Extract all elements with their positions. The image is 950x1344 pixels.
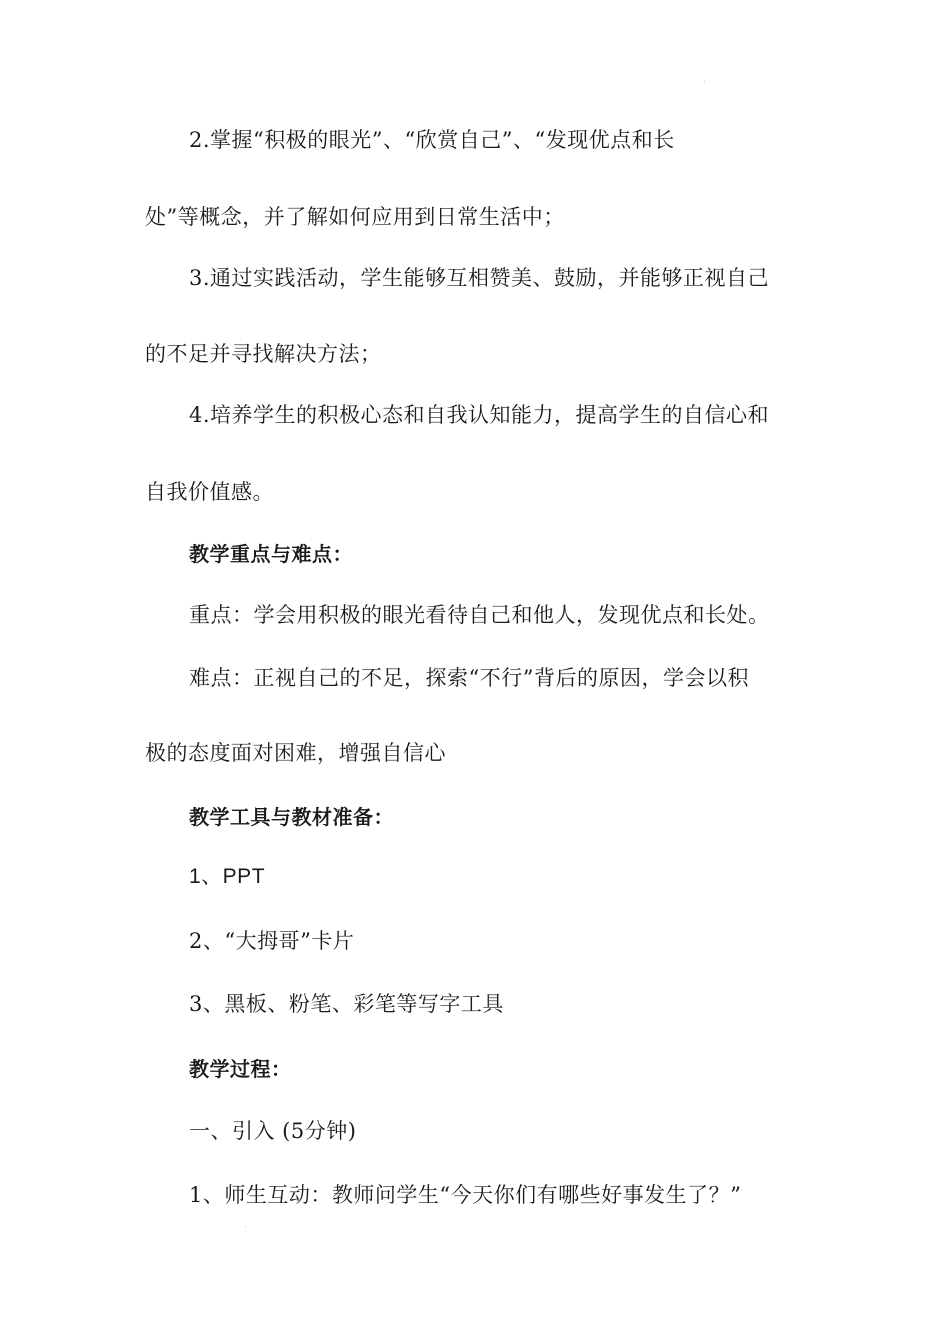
materials-item-1: 1、PPT bbox=[189, 865, 266, 888]
materials-item-3: 3、黑板、粉笔、彩笔等写字工具 bbox=[189, 992, 504, 1016]
key-points-heading: 教学重点与难点： bbox=[189, 542, 353, 566]
process-section-1: 一、引入 (5分钟) bbox=[189, 1119, 357, 1143]
key-point-focus: 重点：学会用积极的眼光看待自己和他人，发现优点和长处。 bbox=[189, 603, 770, 627]
materials-heading: 教学工具与教材准备： bbox=[189, 805, 394, 829]
page-speck bbox=[245, 1226, 246, 1227]
objective-4-line-2: 自我价值感。 bbox=[145, 480, 274, 504]
objective-2-line-2: 处”等概念，并了解如何应用到日常生活中； bbox=[145, 205, 565, 229]
process-heading: 教学过程： bbox=[189, 1057, 292, 1081]
key-point-difficulty-line-1: 难点：正视自己的不足，探索“不行”背后的原因，学会以积 bbox=[189, 666, 749, 690]
objective-4-line-1: 4.培养学生的积极心态和自我认知能力，提高学生的自信心和 bbox=[189, 403, 770, 427]
objective-3-line-1: 3.通过实践活动，学生能够互相赞美、鼓励，并能够正视自己 bbox=[189, 266, 770, 290]
objective-2-line-1: 2.掌握“积极的眼光”、“欣赏自己”、“发现优点和长 bbox=[189, 128, 675, 152]
process-step-1: 1、师生互动：教师问学生“今天你们有哪些好事发生了？” bbox=[189, 1183, 742, 1207]
key-point-difficulty-line-2: 极的态度面对困难，增强自信心 bbox=[145, 741, 446, 765]
objective-3-line-2: 的不足并寻找解决方法； bbox=[145, 342, 382, 366]
materials-item-2: 2、“大拇哥”卡片 bbox=[189, 929, 355, 953]
page-speck bbox=[704, 81, 705, 82]
